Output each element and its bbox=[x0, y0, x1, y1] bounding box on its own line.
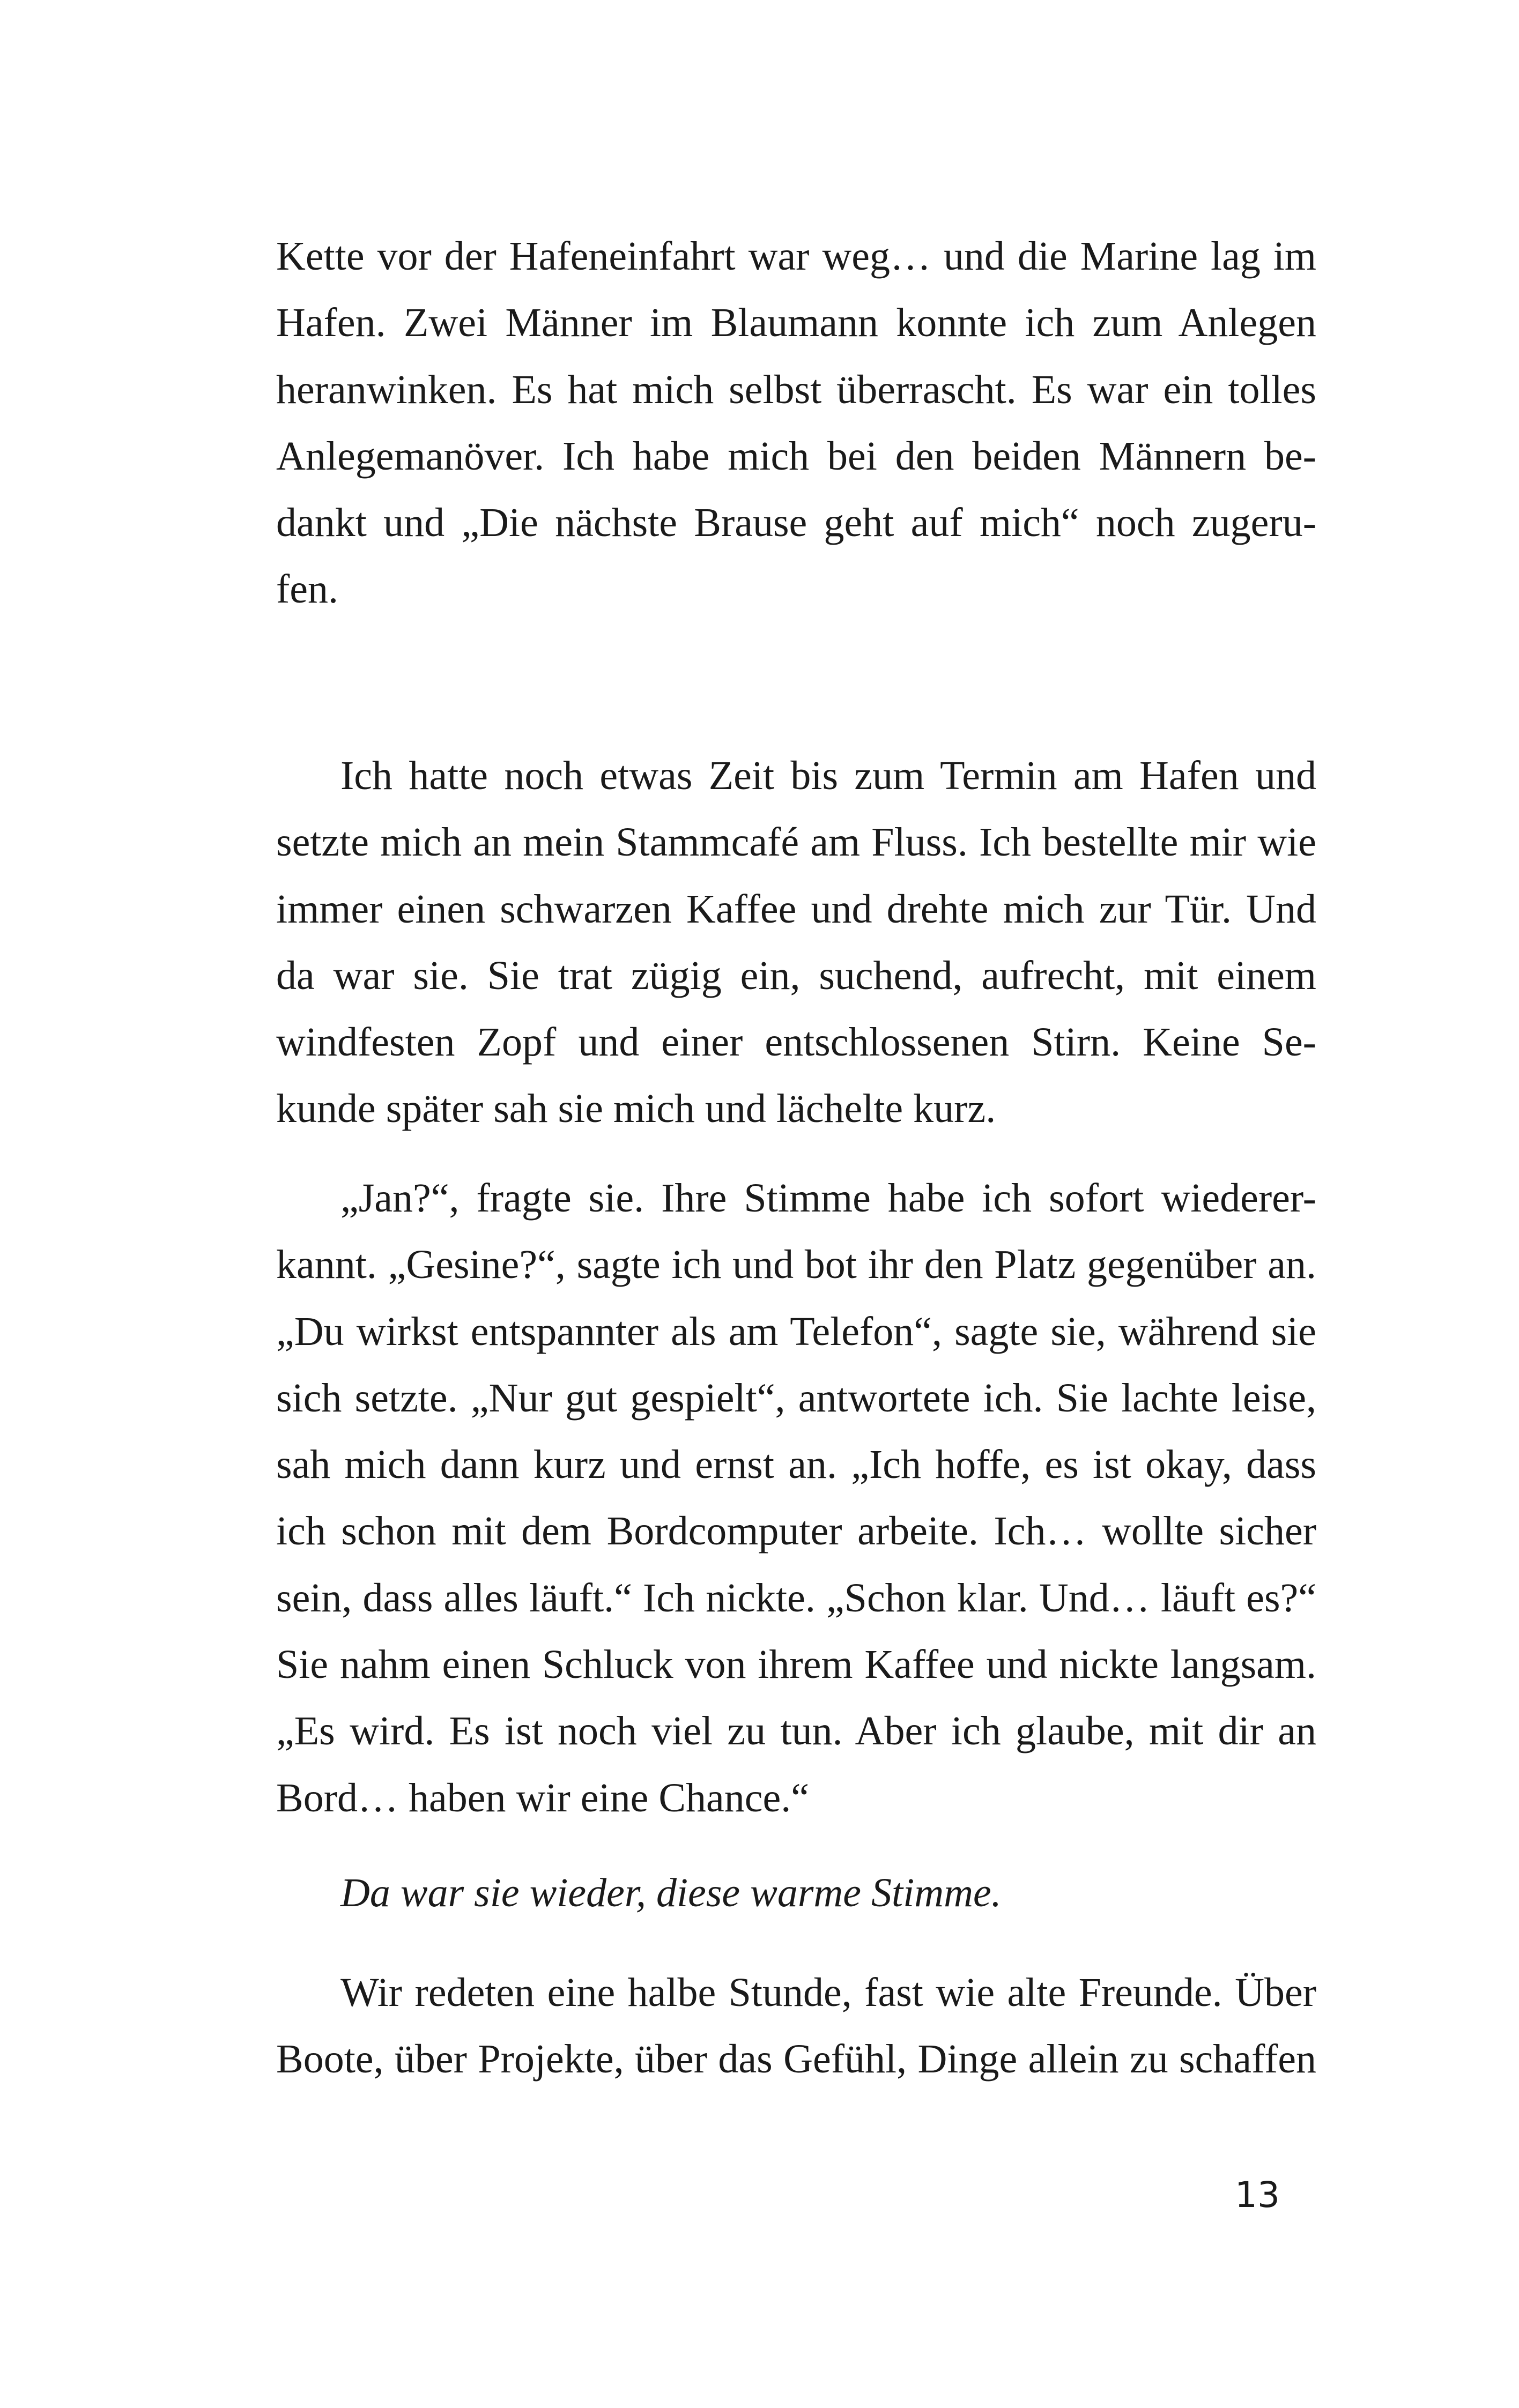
text-line: da war sie. Sie trat zügig ein, suchend, aufrecht, mit einem bbox=[276, 953, 1316, 998]
text-line: „Es wird. Es ist noch viel zu tun. Aber ich glaube, mit dir an bbox=[276, 1708, 1316, 1754]
text-line: Sie nahm einen Schluck von ihrem Kaffee und nickte langsam. bbox=[276, 1642, 1316, 1688]
text-line: kannt. „Gesine?“, sagte ich und bot ihr den Platz gegenüber an. bbox=[276, 1242, 1316, 1288]
paragraph-2 bbox=[276, 742, 1316, 1142]
text-line: dankt und „Die nächste Brause geht auf mich“ noch zugeru- bbox=[276, 500, 1316, 546]
text-line: Ich hatte noch etwas Zeit bis zum Termin am Hafen und bbox=[340, 753, 1316, 798]
paragraph-4-italic bbox=[276, 1860, 1316, 1926]
paragraph-1 bbox=[276, 223, 1316, 623]
text-line: windfesten Zopf und einer entschlossenen Stirn. Keine Se- bbox=[276, 1020, 1316, 1065]
text-line: sich setzte. „Nur gut gespielt“, antwortete ich. Sie lachte leise, bbox=[276, 1375, 1316, 1421]
paragraph-3 bbox=[276, 1165, 1316, 1831]
text-line: immer einen schwarzen Kaffee und drehte mich zur Tür. Und bbox=[276, 886, 1316, 932]
text-line: fen. bbox=[276, 567, 339, 612]
text-line: Anlegemanöver. Ich habe mich bei den beiden Männern be- bbox=[276, 433, 1316, 479]
text-line: setzte mich an mein Stammcafé am Fluss. Ich bestellte mir wie bbox=[276, 820, 1316, 865]
text-line: ich schon mit dem Bordcomputer arbeite. Ich… wollte sicher bbox=[276, 1508, 1316, 1554]
text-line: sah mich dann kurz und ernst an. „Ich hoffe, es ist okay, dass bbox=[276, 1442, 1316, 1488]
text-line: „Jan?“, fragte sie. Ihre Stimme habe ich sofort wiederer- bbox=[340, 1176, 1316, 1221]
text-line: kunde später sah sie mich und lächelte kurz. bbox=[276, 1086, 996, 1132]
text-line: Da war sie wieder, diese warme Stimme. bbox=[340, 1870, 1002, 1915]
text-line: Bord… haben wir eine Chance.“ bbox=[276, 1775, 809, 1820]
paragraph-5 bbox=[276, 1959, 1316, 2093]
page-number: 13 bbox=[1235, 2174, 1280, 2216]
text-line: „Du wirkst entspannter als am Telefon“, sagte sie, während sie bbox=[276, 1309, 1316, 1354]
text-line: sein, dass alles läuft.“ Ich nickte. „Schon klar. Und… läuft es?“ bbox=[276, 1575, 1316, 1621]
text-line: Kette vor der Hafeneinfahrt war weg… und die Marine lag im bbox=[276, 234, 1316, 279]
text-line: Wir redeten eine halbe Stunde, fast wie alte Freunde. Über bbox=[340, 1970, 1316, 2015]
text-line: Hafen. Zwei Männer im Blaumann konnte ich zum Anlegen bbox=[276, 300, 1316, 346]
text-line: Boote, über Projekte, über das Gefühl, Dinge allein zu schaffen bbox=[276, 2037, 1316, 2082]
text-line: heranwinken. Es hat mich selbst überrascht. Es war ein tolles bbox=[276, 367, 1316, 412]
